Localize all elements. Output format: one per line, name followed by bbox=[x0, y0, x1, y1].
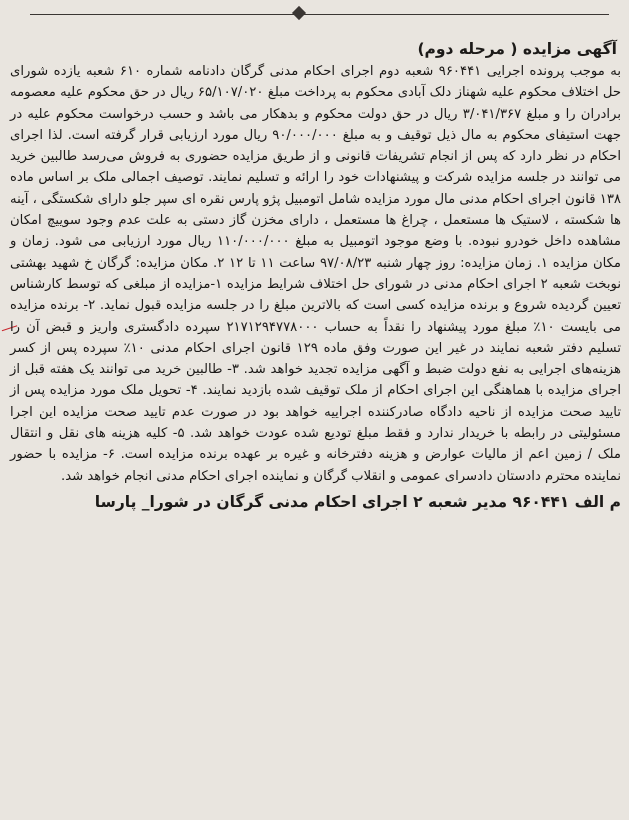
notice-title: آگهی مزایده ( مرحله دوم) bbox=[417, 40, 617, 58]
auction-notice bbox=[10, 37, 621, 514]
divider-diamond-ornament bbox=[292, 6, 306, 20]
notice-body: به موجب پرونده اجرایی ۹۶۰۴۴۱ شعبه دوم اجرای احکام مدنی گرگان دادنامه شماره ۶۱۰ شعبه یازده شورای حل اختلاف محکوم علیه شهناز دلک آبادی محکوم به پرداخت مبلغ ۶۵/۱۰۷/۰۲۰ ریال در حق محکوم علیه معصومه برادران را و مبلغ ۳/۰۴۱/۳۶۷ ریال در حق دولت محکوم و بدهکار می باشد و حسب درخواست محکوم علیه در جهت استیفای محکوم به مال ذیل توقیف و به مبلغ ۹۰/۰۰۰/۰۰۰ ریال مورد ارزیابی قرار گرفته است. لذا اجرای احکام در نظر دارد که پس از انجام تشریفات قانونی و از طریق مزایده حضوری به فروش می‌رسد طالبین خرید می توانند در جلسه مزایده شرکت و پیشنهادات خود را ارائه و تسلیم نمایند. توصیف اجمالی ملک بر اساس ماده ۱۳۸ قانون اجرای احکام مدنی مال مورد مزایده شامل اتومبیل پژو پارس نقره ای سپر جلو دارای شکستگی ، آینه ها شکسته ، لاستیک ها مستعمل ، چراغ ها مستعمل ، دارای مخزن گاز دستی به علت عدم وجود سوییچ امکان مشاهده داخل خودرو نبوده. با وضع موجود اتومبیل به مبلغ ۱۱۰/۰۰۰/۰۰۰ ریال مورد ارزیابی می شود. زمان و مکان مزایده ۱. زمان مزایده: روز چهار شنبه ۹۷/۰۸/۲۳ ساعت ۱۱ تا ۱۲ ۲. مکان مزایده: گرگان خ شهید بهشتی نوبخت شعبه ۲ اجرای احکام مدنی در شورای حل اختلاف شرایط مزایده ۱-مزایده از مبلغی که توسط کارشناس تعیین گردیده شروع و برنده مزایده کسی است که بالاترین مبلغ را در جلسه مزایده قبول نماید. ۲- برنده مزایده می بایست ۱۰٪ مبلغ مورد پیشنهاد را نقداً به حساب ۲۱۷۱۲۹۴۷۷۸۰۰۰ سپرده دادگستری واریز و قبض آن را تسلیم دفتر شعبه نمایند در غیر این صورت وفق ماده ۱۲۹ قانون اجرای احکام مدنی ۱۰٪ سپرده پس از کسر هزینه‌های اجرایی به نفع دولت ضبط و آگهی مزایده تجدید خواهد شد. ۳- طالبین خرید می توانند یک هفته قبل از اجرای مزایده با هماهنگی این اجرای احکام از ملک توقیف شده بازدید نمایند. ۴- تحویل ملک مورد مزایده پس از تایید صحت مزایده از ناحیه دادگاه صادرکننده اجراییه خواهد بود در صورت عدم تایید صحت مزایده این اجرا مسئولیتی در رابطه با خریدار ندارد و فقط مبلغ تودیع شده عودت خواهد شد. ۵- کلیه هزینه های نقل و انتقال ملک / زمین اعم از مالیات عوارض و هزینه دفترخانه و غیره بر عهده برنده مزایده است. ۶- مزایده با حضور نماینده محترم دادستان دادسرای عمومی و انقلاب گرگان و نماینده اجرای احکام مدنی انجام خواهد شد. bbox=[10, 64, 622, 484]
top-divider-line bbox=[30, 14, 609, 15]
notice-signature: م الف ۹۶۰۴۴۱ مدیر شعبه ۲ اجرای احکام مدنی گرگان در شورا_ پارسا bbox=[94, 492, 621, 511]
